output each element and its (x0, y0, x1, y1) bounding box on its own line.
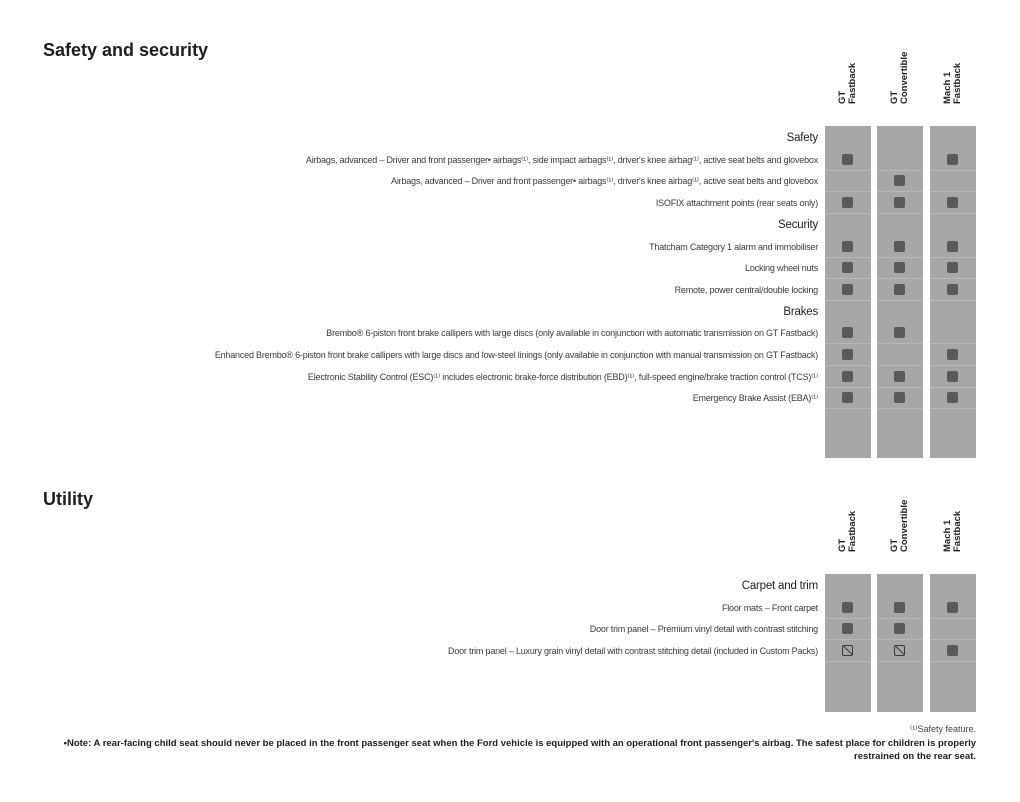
feature-label: Airbags, advanced – Driver and front passenger• airbags⁽¹⁾, driver's knee airbag⁽¹⁾, active seat belts and glovebox (391, 176, 818, 187)
airbag-note: •Note: A rear-facing child seat should never be placed in the front passenger seat when the Ford vehicle is equipped with an operational front passenger's airbag. The safest place for children is properly restrained on the rear seat. (63, 738, 976, 762)
standard-mark-icon (894, 327, 905, 338)
standard-mark-icon (894, 197, 905, 208)
feature-row (0, 170, 1020, 192)
standard-mark-icon (947, 241, 958, 252)
column-header (877, 50, 923, 126)
standard-mark-icon (842, 349, 853, 360)
column-header-line2: Convertible (899, 51, 910, 104)
standard-mark-icon (842, 197, 853, 208)
standard-mark-icon (947, 349, 958, 360)
feature-row (0, 279, 1020, 301)
group-heading: Carpet and trim (741, 580, 818, 592)
feature-label: Enhanced Brembo® 6-piston front brake callipers with large discs and low-steel linings (only available in conjunction with manual transmission on GT Fastback) (214, 350, 818, 360)
standard-mark-icon (947, 392, 958, 403)
column-header-line1: GT (837, 90, 848, 104)
feature-row (0, 257, 1020, 279)
standard-mark-icon (947, 645, 958, 656)
column-header-line2: Convertible (899, 499, 910, 552)
standard-mark-icon (947, 602, 958, 613)
standard-mark-icon (894, 284, 905, 295)
standard-mark-icon (947, 197, 958, 208)
standard-mark-icon (842, 241, 853, 252)
standard-mark-icon (842, 371, 853, 382)
standard-mark-icon (842, 284, 853, 295)
row-divider (825, 408, 871, 409)
feature-row (0, 322, 1020, 344)
feature-label: Brembo® 6-piston front brake callipers with large discs (only available in conjunction with automatic transmission on GT Fastback) (326, 328, 818, 339)
feature-label: Door trim panel – Luxury grain vinyl detail with contrast stitching detail (included in Custom Packs) (448, 646, 818, 657)
column-header (930, 498, 976, 574)
feature-label: ISOFIX attachment points (rear seats only) (655, 198, 818, 209)
column-header-line1: GT (837, 538, 848, 552)
row-divider (877, 661, 923, 662)
feature-label: Floor mats – Front carpet (721, 602, 818, 613)
feature-label: Remote, power central/double locking (674, 284, 818, 295)
standard-mark-icon (842, 154, 853, 165)
feature-label: Thatcham Category 1 alarm and immobiliser (649, 241, 818, 252)
column-header-line1: Mach 1 (942, 71, 953, 104)
section-title-safety: Safety and security (43, 40, 209, 60)
standard-mark-icon (842, 392, 853, 403)
column-header-line2: Fastback (847, 62, 858, 104)
standard-mark-icon (894, 262, 905, 273)
optional-mark-icon (894, 645, 905, 656)
standard-mark-icon (894, 392, 905, 403)
feature-row (0, 366, 1020, 388)
column-header (877, 498, 923, 574)
group-heading-row (0, 301, 1020, 323)
feature-row (0, 640, 1020, 662)
feature-row (0, 149, 1020, 171)
column-header-line2: Fastback (847, 510, 858, 552)
group-heading: Brakes (783, 305, 818, 318)
group-heading-row (0, 575, 1020, 597)
column-header (825, 498, 871, 574)
standard-mark-icon (894, 623, 905, 634)
row-divider (825, 661, 871, 662)
column-header-line1: GT (889, 90, 900, 104)
row-divider (930, 661, 976, 662)
group-heading-row (0, 214, 1020, 236)
feature-row (0, 387, 1020, 409)
row-divider (877, 408, 923, 409)
footnote: ⁽¹⁾Safety feature. (910, 724, 976, 734)
column-header-line1: Mach 1 (942, 519, 953, 552)
standard-mark-icon (894, 371, 905, 382)
feature-row (0, 618, 1020, 640)
feature-row (0, 597, 1020, 619)
feature-label: Emergency Brake Assist (EBA)⁽¹⁾ (692, 393, 818, 404)
feature-row (0, 192, 1020, 214)
standard-mark-icon (947, 371, 958, 382)
feature-label: Airbags, advanced – Driver and front passenger• airbags⁽¹⁾, side impact airbags⁽¹⁾, driver's knee airbag⁽¹⁾, active seat belts and glovebox (305, 154, 818, 165)
group-heading: Security (778, 218, 818, 231)
column-header (825, 50, 871, 126)
row-divider (930, 408, 976, 409)
optional-mark-icon (842, 645, 853, 656)
standard-mark-icon (842, 602, 853, 613)
feature-label: Locking wheel nuts (745, 263, 818, 274)
feature-label: Electronic Stability Control (ESC)⁽¹⁾ includes electronic brake-force distribution (EBD)⁽¹⁾, full-speed engine/brake traction control (TCS)⁽¹⁾ (307, 371, 818, 382)
feature-row (0, 344, 1020, 366)
group-heading-row (0, 127, 1020, 149)
column-header-line2: Fastback (952, 510, 963, 552)
column-header-line2: Fastback (952, 62, 963, 104)
column-header-line1: GT (889, 538, 900, 552)
standard-mark-icon (894, 602, 905, 613)
column-header (930, 50, 976, 126)
standard-mark-icon (842, 623, 853, 634)
standard-mark-icon (842, 327, 853, 338)
standard-mark-icon (842, 262, 853, 273)
standard-mark-icon (947, 284, 958, 295)
standard-mark-icon (947, 262, 958, 273)
section-title-utility: Utility (43, 489, 94, 509)
standard-mark-icon (947, 154, 958, 165)
standard-mark-icon (894, 241, 905, 252)
standard-mark-icon (894, 175, 905, 186)
feature-row (0, 236, 1020, 258)
feature-label: Door trim panel – Premium vinyl detail with contrast stitching (589, 624, 818, 635)
group-heading: Safety (786, 132, 818, 144)
